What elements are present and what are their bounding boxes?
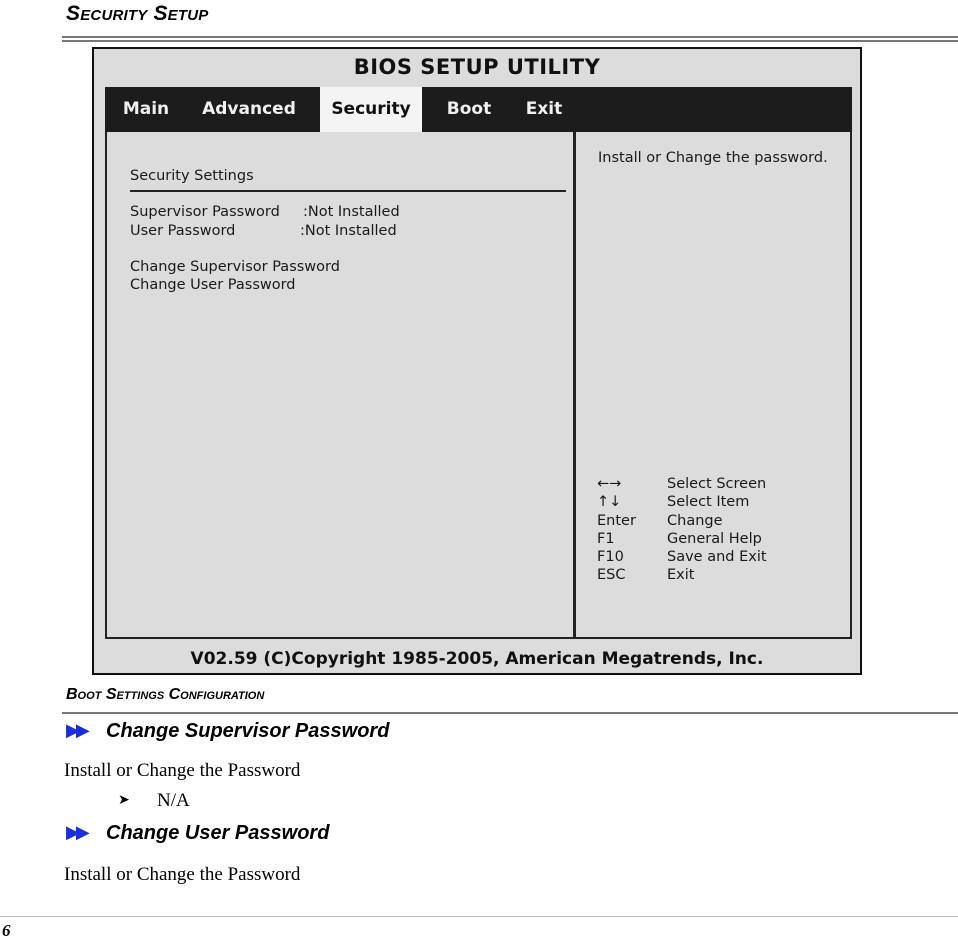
bios-copyright: V02.59 (C)Copyright 1985-2005, American Megatrends, Inc. bbox=[190, 649, 764, 669]
option-value: N/A bbox=[157, 790, 190, 811]
user-password-label: User Password bbox=[130, 223, 236, 239]
tab-boot[interactable]: Boot bbox=[446, 99, 492, 119]
user-password-value: :Not Installed bbox=[300, 223, 397, 239]
footer-divider bbox=[0, 916, 958, 917]
double-arrow-bullet-icon: ▶▶ bbox=[66, 720, 86, 741]
title-divider bbox=[62, 36, 958, 42]
item-description: Install or Change the Password bbox=[64, 864, 301, 885]
supervisor-password-value: :Not Installed bbox=[303, 204, 400, 220]
page-number: 6 bbox=[2, 921, 11, 940]
page-title: Security Setup bbox=[66, 2, 209, 25]
left-right-arrows-icon: ←→ bbox=[597, 476, 622, 492]
security-settings-heading: Security Settings bbox=[130, 168, 254, 184]
arrow-bullet-icon: ➤ bbox=[118, 792, 130, 808]
bios-screenshot bbox=[92, 47, 862, 675]
supervisor-password-label: Supervisor Password bbox=[130, 204, 280, 220]
panel-divider bbox=[573, 132, 576, 637]
help-text: Install or Change the password. bbox=[598, 150, 828, 166]
section-divider bbox=[62, 712, 958, 714]
double-arrow-bullet-icon: ▶▶ bbox=[66, 822, 86, 843]
tab-advanced[interactable]: Advanced bbox=[202, 99, 296, 119]
heading-underline bbox=[130, 190, 566, 192]
tab-exit[interactable]: Exit bbox=[525, 99, 563, 119]
bios-menu-bar bbox=[105, 87, 852, 132]
item-description: Install or Change the Password bbox=[64, 760, 301, 781]
change-user-password-option[interactable]: Change User Password bbox=[130, 277, 296, 293]
change-supervisor-password-option[interactable]: Change Supervisor Password bbox=[130, 259, 340, 275]
tab-main[interactable]: Main bbox=[122, 99, 170, 119]
bios-title: BIOS SETUP UTILITY bbox=[353, 55, 601, 79]
bios-content-panel: Security Settings Supervisor Password :Not Installed User Password :Not Installed Change Supervisor Password Change User Password Install or Change the password. ←→ Select Screen ↑↓ Select Item Enter Change F1 General Help F10 Save and Exit ESC Exit bbox=[105, 132, 852, 639]
section-title: Boot Settings Configuration bbox=[66, 686, 265, 703]
up-down-arrows-icon: ↑↓ bbox=[597, 494, 622, 511]
tab-security[interactable]: Security bbox=[320, 87, 422, 132]
